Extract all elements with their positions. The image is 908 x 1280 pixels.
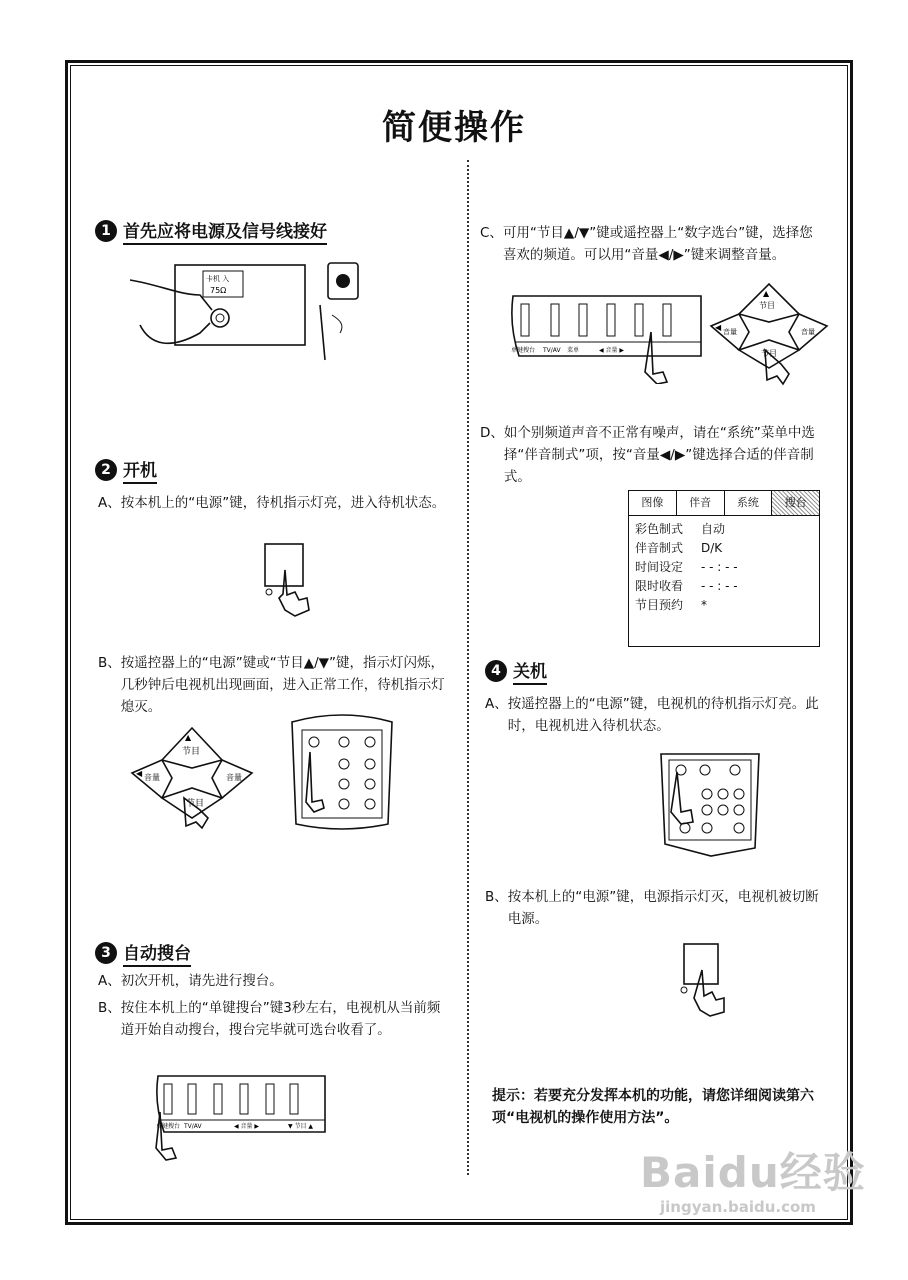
section-1-title: 首先应将电源及信号线接好	[123, 217, 327, 245]
dpad-left-right-label: 音量	[226, 773, 242, 782]
item-a-text: 按本机上的“电源”键，待机指示灯亮，进入待机状态。	[120, 495, 446, 511]
column-divider	[467, 160, 469, 1175]
tip-text: 若要充分发挥本机的功能，请您详细阅读第六项“电视机的操作使用方法”。	[492, 1088, 814, 1126]
dpad-right-left-label: 音量	[723, 328, 737, 336]
socket-label-top: 卡机 入	[206, 275, 230, 283]
section-1-heading	[95, 217, 327, 245]
system-menu-screen	[628, 490, 820, 647]
menu-row-time-setting[interactable]: 时间设定 - - : - -	[635, 560, 738, 574]
section-d	[480, 422, 825, 488]
menu-tab-sound[interactable]: 伴音	[677, 491, 725, 515]
menu-tab-search[interactable]: 搜台	[772, 491, 819, 515]
menu-row-program-reservation[interactable]: 节目预约 *	[635, 598, 707, 612]
item-c-text: 可用“节目▲/▼”键或遥控器上“数字选台”键，选择您喜欢的频道。可以用“音量◀/▶”键来调整音量。	[502, 225, 813, 263]
section-4-item-a	[485, 693, 830, 737]
item-b-text: 按住本机上的“单键搜台”键3秒左右，电视机从当前频道开始自动搜台，搜台完毕就可选台收看了。	[120, 1000, 441, 1038]
item-a-text: 初次开机，请先进行搜台。	[120, 973, 283, 989]
section-4-title: 关机	[513, 657, 547, 685]
remote-dpad-illustration-right	[705, 278, 835, 390]
panel-label-right-3: 菜单	[567, 347, 580, 354]
watermark-brand: Baidu经验	[640, 1148, 866, 1197]
panel-label-left-1: 单键搜台	[156, 1123, 181, 1130]
dpad-left-up-label: 节目	[182, 747, 201, 757]
panel-label-left-2: TV/AV	[184, 1123, 202, 1130]
section-2-heading	[95, 456, 157, 484]
power-off-button-illustration	[668, 940, 738, 1020]
menu-tab-system[interactable]: 系统	[725, 491, 773, 515]
dpad-right-up-label: 节目	[759, 301, 775, 310]
panel-label-left-5: ▼ 节目 ▲	[288, 1123, 314, 1130]
menu-row-sound-system[interactable]: 伴音制式 D/K	[635, 541, 723, 555]
svg-text:▲: ▲	[185, 733, 192, 742]
item-a-text: 按遥控器上的“电源”键，电视机的待机指示灯亮。此时，电视机进入待机状态。	[507, 696, 819, 734]
baidu-watermark	[640, 1140, 866, 1216]
dpad-right-right-label: 音量	[801, 328, 815, 336]
page-title: 简便操作	[382, 108, 526, 148]
tip-note	[492, 1085, 837, 1129]
panel-label-right-4: ◀ 音量 ▶	[599, 347, 625, 354]
item-a-key: A、	[485, 696, 508, 712]
item-d-text: 如个别频道声音不正常有噪声，请在“系统”菜单中选择“伴音制式”项，按“音量◀/▶”键选择合适的伴音制式。	[503, 425, 815, 485]
item-a-key: A、	[98, 495, 121, 511]
dpad-left-left-label: 音量	[144, 773, 160, 782]
panel-label-right-1: 单键搜台	[511, 347, 536, 354]
section-3-number: 3	[95, 942, 117, 964]
menu-rows	[629, 516, 819, 615]
svg-text:◀: ◀	[715, 323, 722, 332]
remote-control-illustration-right	[655, 748, 765, 858]
section-3-heading	[95, 939, 191, 967]
panel-label-right-2: TV/AV	[543, 347, 561, 354]
dpad-left-down-label: 节目	[186, 799, 205, 809]
svg-text:▲: ▲	[763, 289, 770, 298]
item-b-text: 按本机上的“电源”键，电源指示灯灭，电视机被切断电源。	[507, 889, 819, 927]
remote-control-illustration-left	[284, 712, 400, 834]
remote-dpad-illustration-left	[122, 718, 272, 838]
section-1-number: 1	[95, 220, 117, 242]
power-button-press-illustration	[255, 540, 325, 620]
section-3-item-b	[98, 997, 450, 1041]
menu-row-color-system[interactable]: 彩色制式 自动	[635, 522, 726, 536]
section-3-item-a	[98, 970, 450, 992]
item-c-key: C、	[480, 225, 503, 241]
section-c	[480, 222, 825, 266]
item-b-text: 按遥控器上的“电源”键或“节目▲/▼”键，指示灯闪烁，几秒钟后电视机出现画面，进入正常工作，待机指示灯熄灭。	[120, 655, 445, 715]
tip-label: 提示：	[492, 1088, 534, 1104]
dpad-right-down-label: 节目	[761, 349, 777, 358]
section-4-heading	[485, 657, 547, 685]
socket-label-ohm: 75Ω	[210, 286, 227, 295]
item-b-key: B、	[98, 655, 121, 671]
svg-text:◀: ◀	[136, 769, 143, 778]
front-panel-illustration-right	[505, 292, 705, 384]
item-b-key: B、	[485, 889, 508, 905]
antenna-connection-illustration	[120, 255, 380, 365]
item-d-key: D、	[480, 425, 504, 441]
section-3-title: 自动搜台	[123, 939, 191, 967]
menu-row-timed-viewing[interactable]: 限时收看 - - : - -	[635, 579, 738, 593]
section-2-item-b	[98, 652, 450, 718]
section-2-title: 开机	[123, 456, 157, 484]
section-4-item-b	[485, 886, 830, 930]
watermark-url: jingyan.baidu.com	[660, 1198, 816, 1216]
item-a-key: A、	[98, 973, 121, 989]
panel-label-left-4: ◀ 音量 ▶	[234, 1123, 260, 1130]
front-panel-illustration-left	[150, 1072, 330, 1162]
menu-tab-picture[interactable]: 图像	[629, 491, 677, 515]
item-b-key: B、	[98, 1000, 121, 1016]
section-4-number: 4	[485, 660, 507, 682]
menu-tabs	[629, 491, 819, 516]
section-2-item-a	[98, 492, 450, 514]
section-2-number: 2	[95, 459, 117, 481]
